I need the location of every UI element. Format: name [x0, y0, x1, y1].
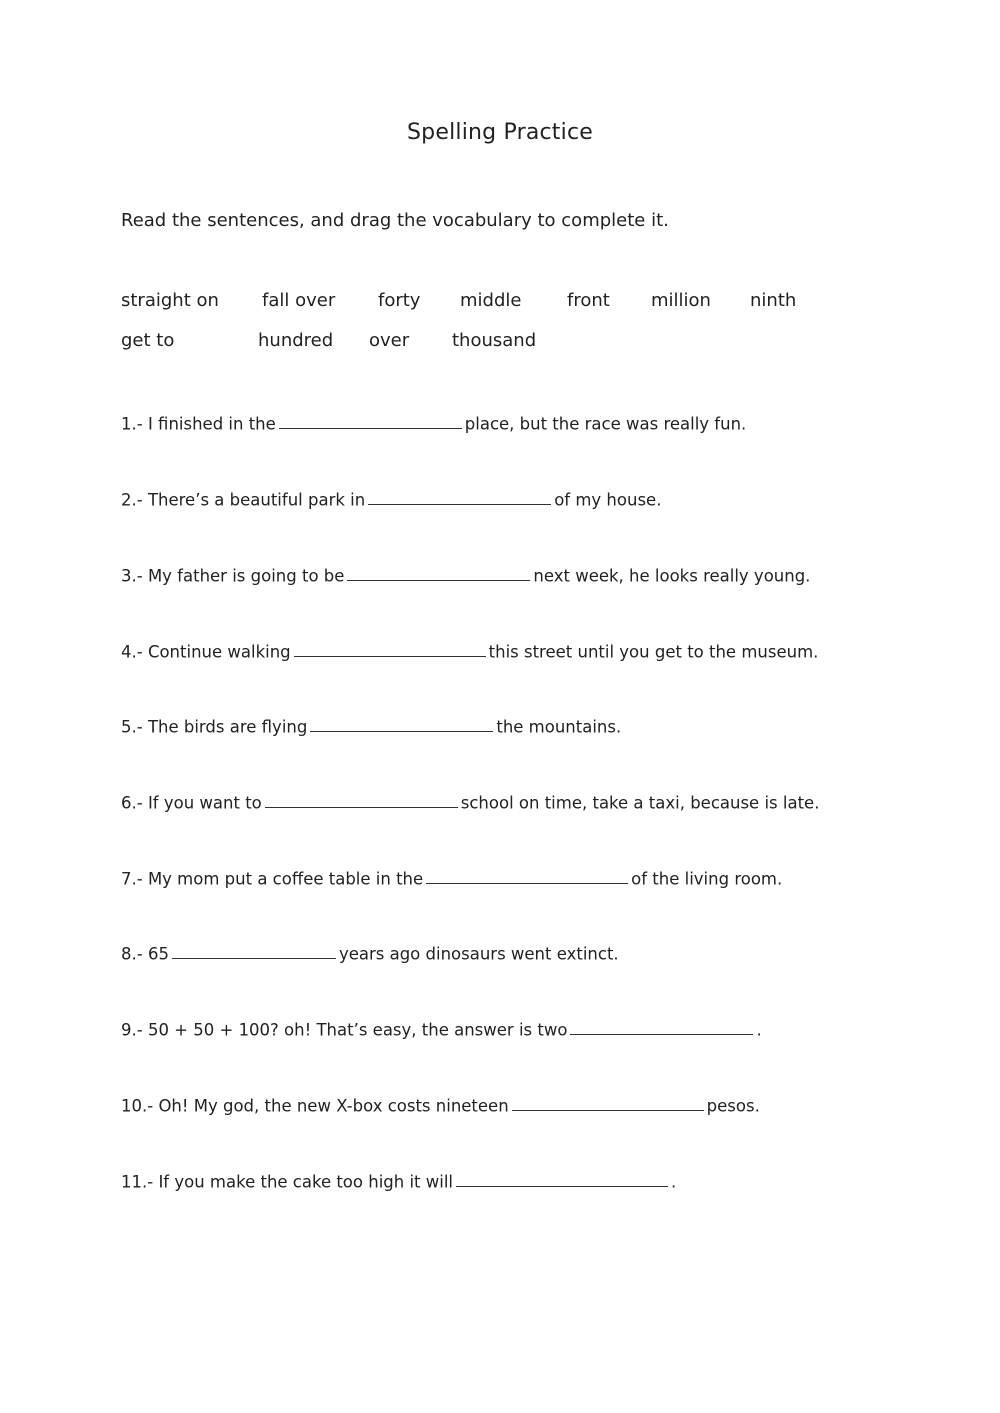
- word-bank-item[interactable]: straight on: [121, 290, 219, 311]
- sentence-text-before: 3.- My father is going to be: [121, 566, 345, 586]
- answer-blank[interactable]: [172, 941, 336, 959]
- sentence-7: [121, 866, 782, 888]
- sentence-1: [121, 411, 746, 433]
- sentence-text-before: 2.- There’s a beautiful park in: [121, 490, 366, 510]
- sentence-4: [121, 639, 818, 661]
- sentence-5: [121, 714, 621, 736]
- sentence-11: [121, 1169, 676, 1191]
- word-bank-item[interactable]: fall over: [262, 290, 336, 311]
- sentence-text-before: 5.- The birds are flying: [121, 717, 308, 737]
- sentence-text-after: next week, he looks really young.: [533, 566, 811, 586]
- sentence-text-after: .: [756, 1020, 762, 1040]
- word-bank-item[interactable]: front: [567, 290, 610, 311]
- sentence-text-after: this street until you get to the museum.: [488, 642, 819, 662]
- word-bank-item[interactable]: forty: [378, 290, 421, 311]
- page-title: Spelling Practice: [407, 120, 593, 145]
- sentence-text-before: 6.- If you want to: [121, 793, 262, 813]
- answer-blank[interactable]: [512, 1093, 704, 1111]
- answer-blank[interactable]: [279, 411, 462, 429]
- answer-blank[interactable]: [368, 487, 551, 505]
- sentence-text-after: place, but the race was really fun.: [464, 414, 747, 434]
- sentence-text-before: 10.- Oh! My god, the new X-box costs nineteen: [121, 1096, 509, 1116]
- answer-blank[interactable]: [347, 563, 530, 581]
- sentence-10: [121, 1093, 760, 1115]
- sentence-text-after: of my house.: [554, 490, 662, 510]
- sentence-text-after: school on time, take a taxi, because is late.: [460, 793, 820, 813]
- sentence-text-after: years ago dinosaurs went extinct.: [338, 944, 619, 964]
- answer-blank[interactable]: [265, 790, 458, 808]
- sentence-text-before: 1.- I finished in the: [121, 414, 276, 434]
- word-bank-item[interactable]: over: [369, 330, 410, 351]
- sentence-9: [121, 1017, 762, 1039]
- sentence-text-after: .: [671, 1172, 677, 1192]
- sentence-text-before: 8.- 65: [121, 944, 169, 964]
- sentence-text-after: pesos.: [706, 1096, 760, 1116]
- answer-blank[interactable]: [570, 1017, 753, 1035]
- instructions-text: Read the sentences, and drag the vocabulary to complete it.: [121, 210, 669, 231]
- word-bank-item[interactable]: middle: [460, 290, 522, 311]
- sentence-text-before: 7.- My mom put a coffee table in the: [121, 869, 424, 889]
- sentence-text-before: 4.- Continue walking: [121, 642, 291, 662]
- sentence-8: [121, 941, 619, 963]
- answer-blank[interactable]: [294, 639, 486, 657]
- word-bank-item[interactable]: thousand: [452, 330, 537, 351]
- answer-blank[interactable]: [426, 866, 628, 884]
- sentence-3: [121, 563, 810, 585]
- sentence-text-before: 9.- 50 + 50 + 100? oh! That’s easy, the answer is two: [121, 1020, 568, 1040]
- word-bank-item[interactable]: ninth: [750, 290, 797, 311]
- answer-blank[interactable]: [456, 1169, 668, 1187]
- word-bank-item[interactable]: get to: [121, 330, 175, 351]
- sentence-text-after: the mountains.: [496, 717, 622, 737]
- word-bank-item[interactable]: million: [651, 290, 711, 311]
- sentence-text-after: of the living room.: [631, 869, 783, 889]
- word-bank-item[interactable]: hundred: [258, 330, 334, 351]
- sentence-6: [121, 790, 819, 812]
- answer-blank[interactable]: [310, 714, 493, 732]
- sentence-text-before: 11.- If you make the cake too high it will: [121, 1172, 454, 1192]
- sentence-2: [121, 487, 661, 509]
